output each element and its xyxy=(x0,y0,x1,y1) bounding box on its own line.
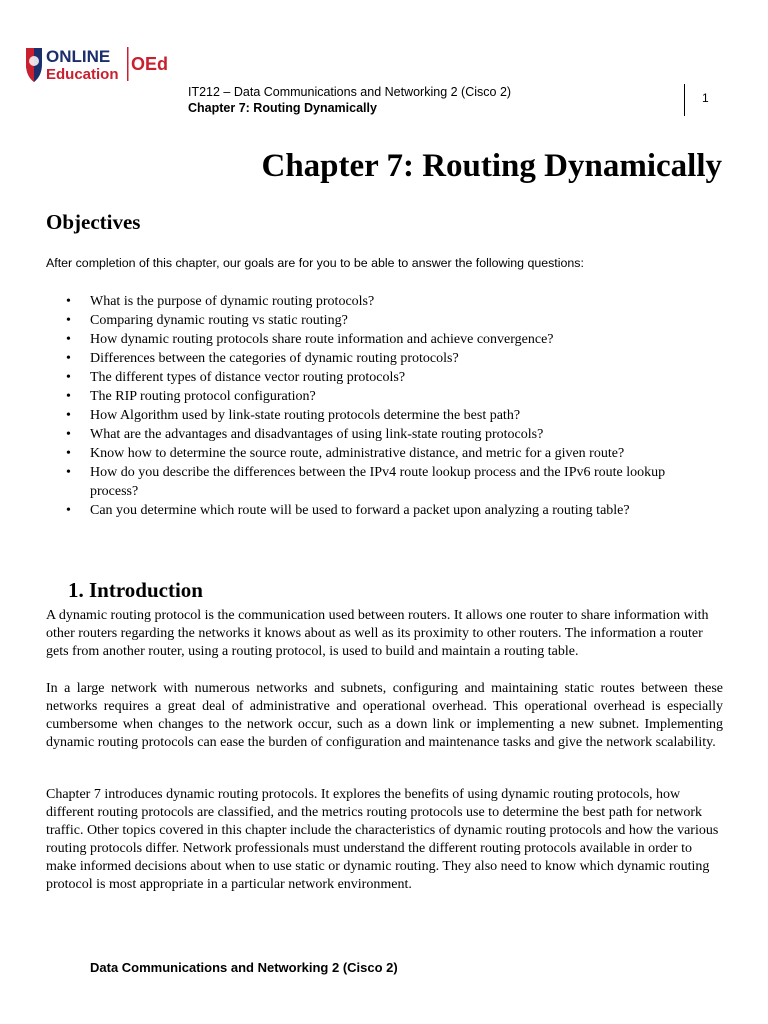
header-divider xyxy=(684,84,685,116)
list-item: • Know how to determine the source route, administrative distance, and metric for a given route? xyxy=(46,444,716,463)
list-item: • The RIP routing protocol configuration? xyxy=(46,387,716,406)
list-item: • The different types of distance vector routing protocols? xyxy=(46,368,716,387)
page-number: 1 xyxy=(702,91,709,105)
online-education-logo xyxy=(24,44,174,84)
intro-paragraph-2: In a large network with numerous networks and subnets, configuring and maintaining static routes between these networks requires a great deal of administrative and operational overhead. This operational overhead is especially cumbersome when changes to the network occur, such as a down link or implementing a new subnet. Implementing dynamic routing protocols can ease the burden of configuration and maintenance tasks and give the network scalability. xyxy=(46,681,723,750)
page-footer: Data Communications and Networking 2 (Cisco 2) xyxy=(90,960,398,975)
list-item: • How do you describe the differences between the IPv4 route lookup process and the IPv6 route lookup process? xyxy=(46,463,716,501)
logo-mark-oed: OEd xyxy=(131,54,169,74)
page-title: Chapter 7: Routing Dynamically xyxy=(261,148,722,184)
list-item: • Comparing dynamic routing vs static routing? xyxy=(46,311,716,330)
list-item: • How dynamic routing protocols share route information and achieve convergence? xyxy=(46,330,716,349)
objectives-list xyxy=(46,292,716,520)
intro-paragraph-3: Chapter 7 introduces dynamic routing protocols. It explores the benefits of using dynamic routing protocols, how different routing protocols are classified, and the metrics routing protocols use to determine the best path for network traffic. Other topics covered in this chapter include the characteristics of dynamic routing protocols and how the various routing protocols differ. Network professionals must understand the different routing protocols available in order to make informed decisions about when to use static or dynamic routing. They also need to know which dynamic routing protocol is most appropriate in a particular network environment. xyxy=(46,787,719,892)
list-item: • What are the advantages and disadvantages of using link-state routing protocols? xyxy=(46,425,716,444)
objectives-heading: Objectives xyxy=(46,210,141,234)
introduction-heading: 1. Introduction xyxy=(68,578,203,602)
header-chapter-line: Chapter 7: Routing Dynamically xyxy=(188,101,377,115)
intro-paragraph-1: A dynamic routing protocol is the communication used between routers. It allows one router to share information with other routers regarding the networks it knows about as well as its proximity to other routers. The information a router gets from another router, using a routing protocol, is used to build and maintain a routing table. xyxy=(46,608,709,659)
list-item: • What is the purpose of dynamic routing protocols? xyxy=(46,292,716,311)
list-item: • Can you determine which route will be used to forward a packet upon analyzing a routing table? xyxy=(46,501,716,520)
objectives-intro: After completion of this chapter, our goals are for you to be able to answer the following questions: xyxy=(46,256,584,270)
logo-word-education: Education xyxy=(46,66,119,83)
list-item: • Differences between the categories of dynamic routing protocols? xyxy=(46,349,716,368)
header-course-line: IT212 – Data Communications and Networking 2 (Cisco 2) xyxy=(188,85,512,99)
list-item: • How Algorithm used by link-state routing protocols determine the best path? xyxy=(46,406,716,425)
page-header xyxy=(188,84,511,116)
logo-word-online: ONLINE xyxy=(46,47,111,66)
